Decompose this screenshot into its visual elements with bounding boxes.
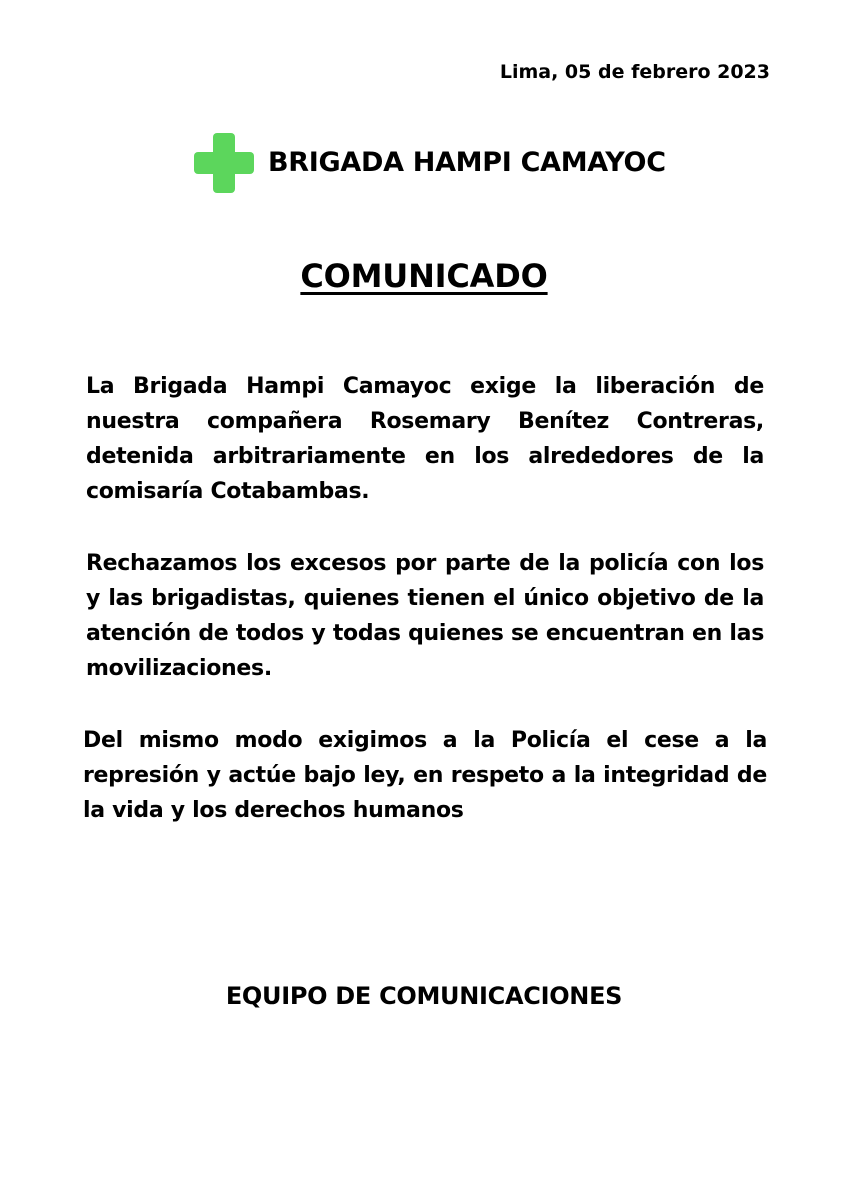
paragraph-liberation-demand: La Brigada Hampi Camayoc exige la liberación de nuestra compañera Rosemary Benítez Contreras, detenida arbitrariamente en los alrededores de la comisaría Cotabambas. <box>86 374 764 504</box>
document-title: COMUNICADO <box>300 257 548 295</box>
document-date: Lima, 05 de febrero 2023 <box>499 61 770 83</box>
green-cross-icon <box>194 133 254 193</box>
paragraph-rejection-of-excesses: Rechazamos los excesos por parte de la policía con los y las brigadistas, quienes tienen el único objetivo de la atención de todos y todas quienes se encuentran en las movilizaciones. <box>86 551 764 681</box>
paragraph-cease-repression-demand: Del mismo modo exigimos a la Policía el cese a la represión y actúe bajo ley, en respeto a la integridad de la vida y los derechos humanos <box>83 728 767 823</box>
organization-header <box>194 133 666 193</box>
document-signature: EQUIPO DE COMUNICACIONES <box>225 982 623 1010</box>
organization-name: BRIGADA HAMPI CAMAYOC <box>268 147 666 178</box>
